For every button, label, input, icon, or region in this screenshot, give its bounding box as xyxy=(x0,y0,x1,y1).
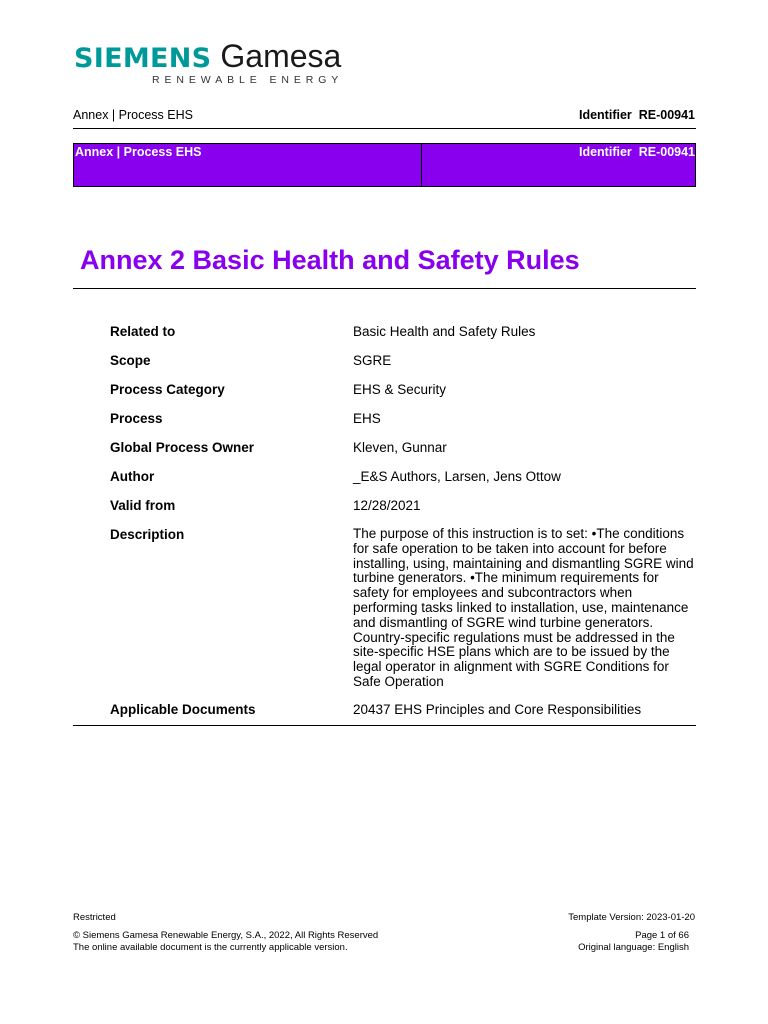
header-left-label: Annex | Process EHS xyxy=(73,108,193,122)
header-identifier: Identifier RE-00941 xyxy=(578,108,695,122)
description-line: safety for employees and subcontractors when xyxy=(353,585,633,601)
logo-siemens: SIEMENS xyxy=(74,43,212,74)
meta-label-process-category: Process Category xyxy=(110,382,225,397)
meta-value-process: EHS xyxy=(353,411,381,426)
description-line: performing tasks linked to installation, use, maintenance xyxy=(353,599,689,615)
footer-page-number: Page 1 of 66 xyxy=(635,930,689,941)
meta-label-applicable-documents: Applicable Documents xyxy=(110,702,256,717)
banner-cell-divider xyxy=(421,144,422,186)
meta-label-author: Author xyxy=(110,469,155,484)
footer-template-version: Template Version: 2023-01-20 xyxy=(568,912,695,923)
metadata-bottom-divider xyxy=(73,725,696,726)
footer-language: Original language: English xyxy=(578,942,689,953)
meta-label-process: Process xyxy=(110,411,163,426)
description-line: turbine generators. •The minimum requirements for xyxy=(353,570,659,586)
header-divider xyxy=(73,128,696,129)
meta-value-author: _E&S Authors, Larsen, Jens Ottow xyxy=(353,469,561,484)
footer-copyright: © Siemens Gamesa Renewable Energy, S.A., 2022, All Rights Reserved xyxy=(73,930,379,941)
banner-identifier: Identifier RE-00941 xyxy=(578,145,695,159)
meta-value-valid-from: 12/28/2021 xyxy=(353,498,421,513)
document-title: Annex 2 Basic Health and Safety Rules xyxy=(80,245,580,275)
logo-tagline: RENEWABLE ENERGY xyxy=(152,74,344,86)
description-line: legal operator in alignment with SGRE Conditions for xyxy=(353,659,669,675)
header-banner xyxy=(73,143,696,187)
meta-value-process-category: EHS & Security xyxy=(353,382,447,397)
footer-classification: Restricted xyxy=(73,912,116,923)
meta-label-global-process-owner: Global Process Owner xyxy=(110,440,255,455)
meta-value-applicable-documents: 20437 EHS Principles and Core Responsibilities xyxy=(353,702,642,717)
description-line: Country-specific regulations must be addressed in the xyxy=(353,629,675,645)
footer-online-note: The online available document is the currently applicable version. xyxy=(73,942,348,953)
meta-label-scope: Scope xyxy=(110,353,151,368)
title-divider xyxy=(73,288,696,289)
description-line: The purpose of this instruction is to set: •The conditions xyxy=(353,526,685,541)
description-line: and dismantling of SGRE wind turbine generators. xyxy=(353,614,654,630)
description-line: Safe Operation xyxy=(353,673,444,689)
logo-gamesa: Gamesa xyxy=(220,38,342,74)
meta-label-description: Description xyxy=(110,527,185,542)
meta-value-global-process-owner: Kleven, Gunnar xyxy=(353,440,447,455)
meta-value-related-to: Basic Health and Safety Rules xyxy=(353,324,536,339)
description-line: installing, using, maintaining and dismantling SGRE wind xyxy=(353,555,694,571)
company-logo xyxy=(74,38,344,92)
banner-left-label: Annex | Process EHS xyxy=(75,145,202,159)
logo-wordmark xyxy=(74,40,341,72)
description-line: for safe operation to be taken into account for before xyxy=(353,540,667,556)
meta-label-related-to: Related to xyxy=(110,324,176,339)
meta-value-scope: SGRE xyxy=(353,353,392,368)
description-line: site-specific HSE plans which are to be issued by the xyxy=(353,644,670,660)
meta-label-valid-from: Valid from xyxy=(110,498,176,513)
meta-value-description xyxy=(353,527,703,690)
